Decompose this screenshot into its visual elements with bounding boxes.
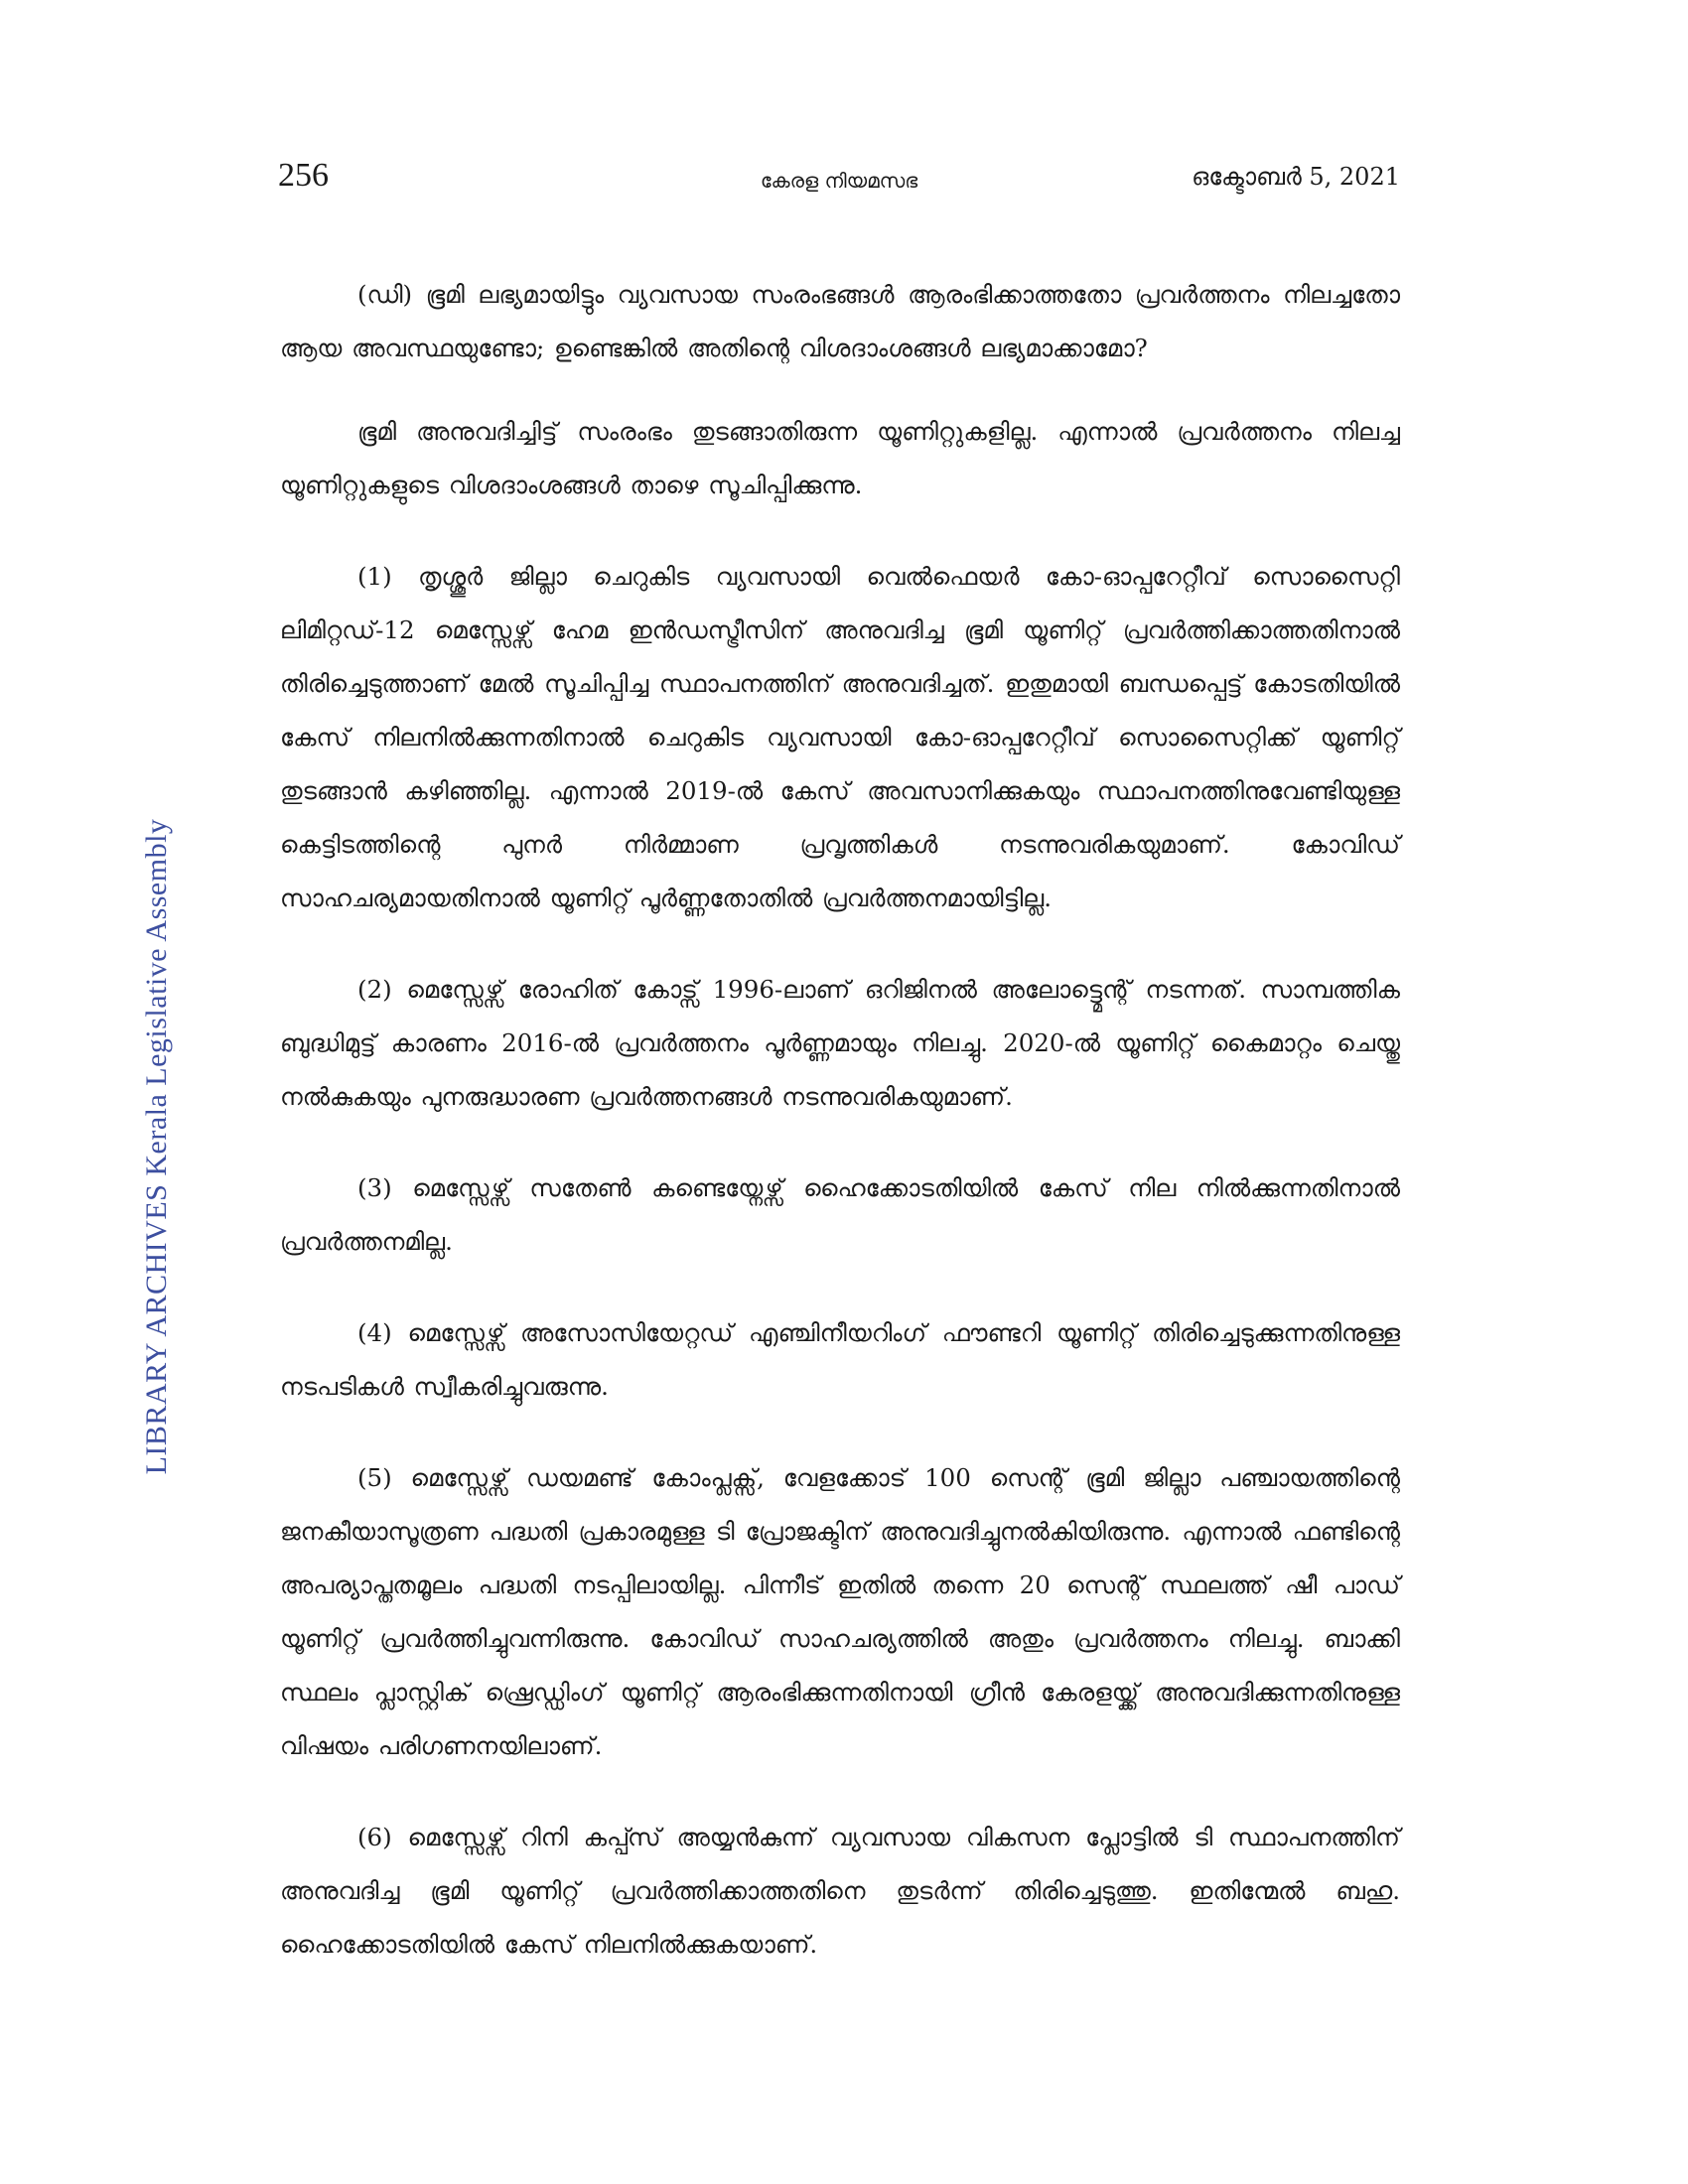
question-paragraph: (ഡി) ഭൂമി ലഭ്യമായിട്ടും വ്യവസായ സംരംഭങ്ങൾ ആരംഭിക്കാത്തതോ പ്രവർത്തനം നിലച്ചതോ ആയ അവസ്ഥയുണ്ടോ; ഉണ്ടെങ്കിൽ അതിന്റെ വിശദാംശങ്ങൾ ലഭ്യമാക്കാമോ? [280, 280, 1400, 362]
answer-intro-paragraph: ഭൂമി അനുവദിച്ചിട്ട് സംരംഭം തുടങ്ങാതിരുന്ന യൂണിറ്റുകളില്ല. എന്നാൽ പ്രവർത്തനം നിലച്ച യൂണിറ്റുകളുടെ വിശദാംശങ്ങൾ താഴെ സൂചിപ്പിക്കുന്നു. [280, 417, 1400, 499]
answer-item-5: (5) മെസ്സേഴ്സ് ഡയമണ്ട് കോംപ്ലക്സ്, വേളക്കോട് 100 സെന്റ് ഭൂമി ജില്ലാ പഞ്ചായത്തിന്റെ ജനകീയാസൂത്രണ പദ്ധതി പ്രകാരമുള്ള ടി പ്രോജക്ടിന് അനുവദിച്ചുനൽകിയിരുന്നു. എന്നാൽ ഫണ്ടിന്റെ അപര്യാപ്തതമൂലം പദ്ധതി നടപ്പിലായില്ല. പിന്നീട് ഇതിൽ തന്നെ 20 സെന്റ് സ്ഥലത്ത് ഷീ പാഡ് യൂണിറ്റ് പ്രവർത്തിച്ചുവന്നിരുന്നു. കോവിഡ് സാഹചര്യത്തിൽ അതും പ്രവർത്തനം നിലച്ചു. ബാക്കി സ്ഥലം പ്ലാസ്റ്റിക് ഷ്രെഡ്ഡിംഗ് യൂണിറ്റ് ആരംഭിക്കുന്നതിനായി ഗ്രീൻ കേരളയ്ക്ക് അനുവദിക്കുന്നതിനുള്ള വിഷയം പരിഗണനയിലാണ്. [280, 1463, 1400, 1760]
answer-item-4: (4) മെസ്സേഴ്സ് അസോസിയേറ്റഡ് എഞ്ചിനീയറിംഗ് ഫൗണ്ടറി യൂണിറ്റ് തിരിച്ചെടുക്കുന്നതിനുള്ള നടപടികൾ സ്വീകരിച്ചുവരുന്നു. [280, 1318, 1400, 1401]
header-date: ഒക്ടോബർ 5, 2021 [1192, 163, 1400, 191]
answer-item-1: (1) തൃശ്ശൂർ ജില്ലാ ചെറുകിട വ്യവസായി വെൽഫെയർ കോ-ഓപ്പറേറ്റീവ് സൊസൈറ്റി ലിമിറ്റഡ്-12 മെസ്സേഴ്സ് ഹേമ ഇൻഡസ്ട്രീസിന് അനുവദിച്ച ഭൂമി യൂണിറ്റ് പ്രവർത്തിക്കാത്തതിനാൽ തിരിച്ചെടുത്താണ് മേൽ സൂചിപ്പിച്ച സ്ഥാപനത്തിന് അനുവദിച്ചത്. ഇതുമായി ബന്ധപ്പെട്ട് കോടതിയിൽ കേസ് നിലനിൽക്കുന്നതിനാൽ ചെറുകിട വ്യവസായി കോ-ഓപ്പറേറ്റീവ് സൊസൈറ്റിക്ക് യൂണിറ്റ് തുടങ്ങാൻ കഴിഞ്ഞില്ല. എന്നാൽ 2019-ൽ കേസ് അവസാനിക്കുകയും സ്ഥാപനത്തിനുവേണ്ടിയുള്ള കെട്ടിടത്തിന്റെ പുനർ നിർമ്മാണ പ്രവൃത്തികൾ നടന്നുവരികയുമാണ്. കോവിഡ് സാഹചര്യമായതിനാൽ യൂണിറ്റ് പൂർണ്ണതോതിൽ പ്രവർത്തനമായിട്ടില്ല. [280, 562, 1400, 912]
page-header [278, 157, 1400, 206]
answer-item-2: (2) മെസ്സേഴ്സ് രോഹിത് കോട്സ് 1996-ലാണ് ഒറിജിനൽ അലോട്ട്മെന്റ് നടന്നത്. സാമ്പത്തിക ബുദ്ധിമുട്ട് കാരണം 2016-ൽ പ്രവർത്തനം പൂർണ്ണമായും നിലച്ചു. 2020-ൽ യൂണിറ്റ് കൈമാറ്റം ചെയ്തു നൽകുകയും പുനരുദ്ധാരണ പ്രവർത്തനങ്ങൾ നടന്നുവരികയുമാണ്. [280, 975, 1400, 1111]
answer-item-3: (3) മെസ്സേഴ്സ് സതേൺ കണ്ടെയ്നേഴ്സ് ഹൈക്കോടതിയിൽ കേസ് നില നിൽക്കുന്നതിനാൽ പ്രവർത്തനമില്ല. [280, 1173, 1400, 1256]
header-title: കേരള നിയമസഭ [760, 169, 918, 193]
page-number: 256 [278, 157, 329, 194]
archive-watermark: LIBRARY ARCHIVES Kerala Legislative Assembly [140, 818, 173, 1475]
document-body [280, 268, 1400, 2009]
answer-item-6: (6) മെസ്സേഴ്സ് റിനി കപ്പ്സ് അയ്യൻകുന്ന് വ്യവസായ വികസന പ്ലോട്ടിൽ ടി സ്ഥാപനത്തിന് അനുവദിച്ച ഭൂമി യൂണിറ്റ് പ്രവർത്തിക്കാത്തതിനെ തുടർന്ന് തിരിച്ചെടുത്തു. ഇതിന്മേൽ ബഹു. ഹൈക്കോടതിയിൽ കേസ് നിലനിൽക്കുകയാണ്. [280, 1823, 1400, 1959]
